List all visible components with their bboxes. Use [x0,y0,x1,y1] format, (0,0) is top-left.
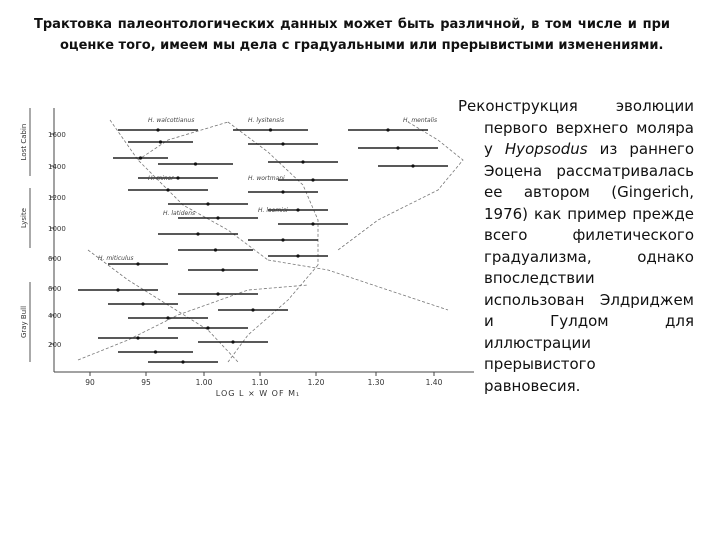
range-mean [269,128,272,131]
range-mean [296,208,299,211]
taxon-label: H. loomisi [258,207,288,214]
group-label: Lysite [20,207,28,229]
y-tick-label: 1200 [48,194,66,202]
range-mean [176,176,179,179]
y-tick-label: 1400 [48,163,66,171]
x-tick-label: 1.40 [425,378,443,387]
range-mean [206,326,209,329]
range-mean [116,288,119,291]
figure-branches [78,120,463,362]
range-mean [251,308,254,311]
figure-x-ticks [85,372,442,387]
taxon-label: H. minor [148,175,174,182]
range-mean [221,268,224,271]
range-mean [136,336,139,339]
range-mean [181,360,184,363]
range-mean [281,238,284,241]
y-tick-label: 600 [48,255,62,263]
range-mean [141,302,144,305]
range-mean [166,188,169,191]
x-tick-label: 95 [141,378,151,387]
range-mean [159,140,162,143]
taxon-label: H. wortmani [248,175,285,182]
figure-range-bars [78,128,448,363]
y-tick-label: 1600 [48,131,66,139]
range-mean [166,316,169,319]
range-mean [194,162,197,165]
range-mean [301,160,304,163]
taxon-label: H. mentalis [403,117,438,124]
range-mean [311,178,314,181]
lineage-outline [88,250,238,362]
range-mean [136,262,139,265]
lineage-outline [78,285,308,360]
x-tick-label: 90 [85,378,95,387]
caption-part-1: Реконструкция эволюции первого верхнего моляра у [458,97,694,158]
range-mean [154,350,157,353]
caption-genus: Hyopsodus [504,140,588,158]
figure-group-labels [20,108,30,362]
x-tick-label: 1.30 [367,378,385,387]
slide-heading: Трактовка палеонтологических данных может быть различной, в том числе и при оценке того, имеем мы дела с градуальными или прерывистыми изменениями. [34,17,670,53]
range-mean [216,292,219,295]
lineage-outline [138,122,228,160]
y-tick-label: 1000 [48,225,66,233]
taxon-label: H. walcottianus [148,117,195,124]
taxon-label: H. miticulus [98,255,134,262]
range-mean [231,340,234,343]
lineage-outline [268,260,448,310]
range-mean [206,202,209,205]
range-mean [296,254,299,257]
range-mean [311,222,314,225]
taxon-label: H. lysitensis [248,117,285,124]
range-mean [281,190,284,193]
y-tick-label: 200 [48,341,62,349]
range-mean [386,128,389,131]
range-mean [196,232,199,235]
x-tick-label: 1.00 [195,378,213,387]
x-tick-label: 1.10 [251,378,269,387]
x-tick-label: 1.20 [307,378,325,387]
figure-y-ticks [48,131,66,349]
y-tick-label: 600 [48,285,62,293]
range-mean [156,128,159,131]
range-mean [216,216,219,219]
range-mean [281,142,284,145]
caption-part-2: из раннего Эоцена рассматривалась ее автором (Gingerich, 1976) как пример прежде всего филетического градуализма, однако впоследствии использован Элдриджем и Гулдом для иллюстрации прерывистого равновесия. [484,140,694,395]
taxon-label: H. latidens [163,210,196,217]
y-tick-label: 400 [48,312,62,320]
group-label: Lost Cabin [20,123,28,161]
lineage-outline [338,122,463,250]
figure-x-label: LOG L × W OF M₁ [215,389,301,398]
range-mean [214,248,217,251]
lineage-outline [228,265,318,362]
range-mean [139,156,142,159]
range-mean [396,146,399,149]
range-mean [411,164,414,167]
hyopsodus-molar-figure [18,100,480,410]
figure-caption [458,96,694,397]
group-label: Gray Bull [20,305,28,339]
